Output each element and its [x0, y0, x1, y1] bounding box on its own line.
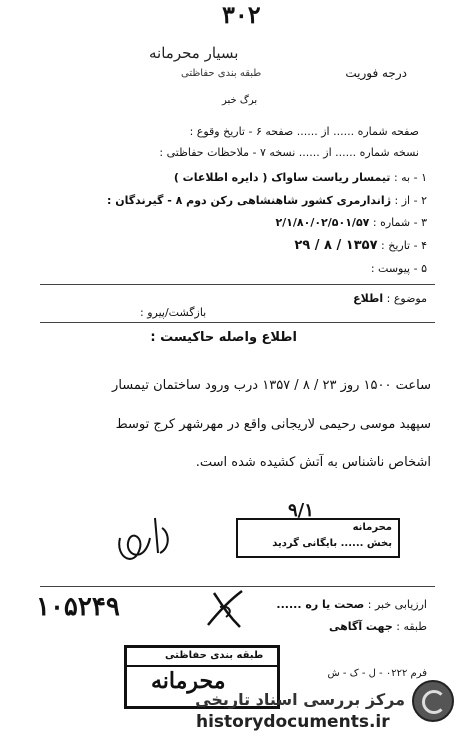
form-code: فرم ۰۲۲۲ - ل - ک - ش — [327, 668, 427, 679]
divider-mid — [40, 322, 435, 323]
x-signature-mark — [200, 585, 250, 635]
archive-stamp-number: ۹/۱ — [288, 500, 314, 521]
watermark-url: historydocuments.ir — [196, 712, 390, 732]
item-num: ۲ - — [413, 194, 427, 207]
watermark-logo-icon — [412, 680, 454, 722]
ref-line-1: صفحه شماره ...... از ...... صفحه ۶ - تاریخ وقوع : — [189, 125, 419, 138]
archive-stamp-line-1: محرمانه — [352, 522, 392, 533]
urgency-label: درجه فوریت — [345, 66, 407, 80]
top-classification-stamp — [145, 42, 285, 84]
top-stamp-label: طبقه بندی حفاظتی — [181, 68, 262, 79]
body-line-2: سپهبد موسی رحیمی لاریجانی واقع در مهرشهر کرج توسط — [115, 417, 431, 432]
item-2 — [107, 194, 427, 207]
item-num: ۴ - — [413, 239, 427, 252]
bottom-stamp-label: طبقه بندی حفاظتی — [165, 650, 264, 661]
classification-label: طبقه : — [396, 620, 427, 633]
top-stamp-value: بسیار محرمانه — [149, 44, 239, 62]
file-number: ۱۰۵۲۴۹ — [36, 592, 120, 622]
item-4 — [294, 238, 427, 253]
evaluation-value: صحت یا ره ...... — [276, 598, 365, 611]
item-label: پیوست : — [370, 262, 411, 275]
item-label: به : — [393, 171, 411, 184]
watermark-title: مرکز بررسی اسناد تاریخی — [195, 690, 405, 709]
subject-row — [353, 292, 427, 305]
item-num: ۱ - — [413, 171, 427, 184]
item-value: ۲/۱/۸۰/۰۲/۵۰۱/۵۷ — [275, 216, 370, 229]
copy-label: برگ خبر — [222, 95, 258, 106]
subject-label: موضوع : — [386, 292, 427, 305]
subject-value: اطلاع — [353, 292, 384, 305]
bottom-stamp-value: محرمانه — [151, 668, 226, 694]
body-line-3: اشخاص ناشناس به آتش کشیده شده است. — [195, 455, 431, 470]
item-label: تاریخ : — [381, 239, 411, 252]
item-3 — [275, 216, 427, 229]
evaluation-row — [276, 598, 427, 611]
item-value: ۱۳۵۷ / ۸ / ۲۹ — [294, 238, 378, 253]
classification-row — [329, 620, 427, 633]
page-number: ۳۰۲ — [222, 0, 261, 29]
item-label: از : — [394, 194, 411, 207]
classification-value: جهت آگاهی — [329, 620, 393, 633]
body-intro: اطلاع واصله حاکیست : — [150, 330, 297, 345]
archive-stamp-box — [236, 518, 400, 558]
item-5 — [371, 262, 427, 275]
ref-line-2: نسخه شماره ...... از ...... نسخه ۷ - ملاحظات حفاظتی : — [159, 146, 419, 159]
item-label: شماره : — [372, 216, 411, 229]
item-value: ژاندارمری کشور شاهنشاهی رکن دوم ۸ - گیرندگان : — [107, 194, 392, 207]
item-value: تیمسار ریاست ساواک ( دایره اطلاعات ) — [173, 171, 391, 184]
followup-label: بازگشت/پیرو : — [140, 306, 207, 319]
archive-stamp-line-2: بخش ...... بایگانی گردید — [272, 538, 392, 549]
item-num: ۵ - — [413, 262, 427, 275]
item-num: ۳ - — [413, 216, 427, 229]
handwritten-signature — [110, 508, 190, 578]
item-1 — [174, 171, 427, 184]
evaluation-label: ارزیابی خبر : — [367, 598, 427, 611]
divider-top — [40, 284, 435, 285]
bottom-stamp-divider — [127, 665, 277, 667]
body-line-1: ساعت ۱۵۰۰ روز ۲۳ / ۸ / ۱۳۵۷ درب ورود ساختمان تیمسار — [112, 378, 431, 393]
